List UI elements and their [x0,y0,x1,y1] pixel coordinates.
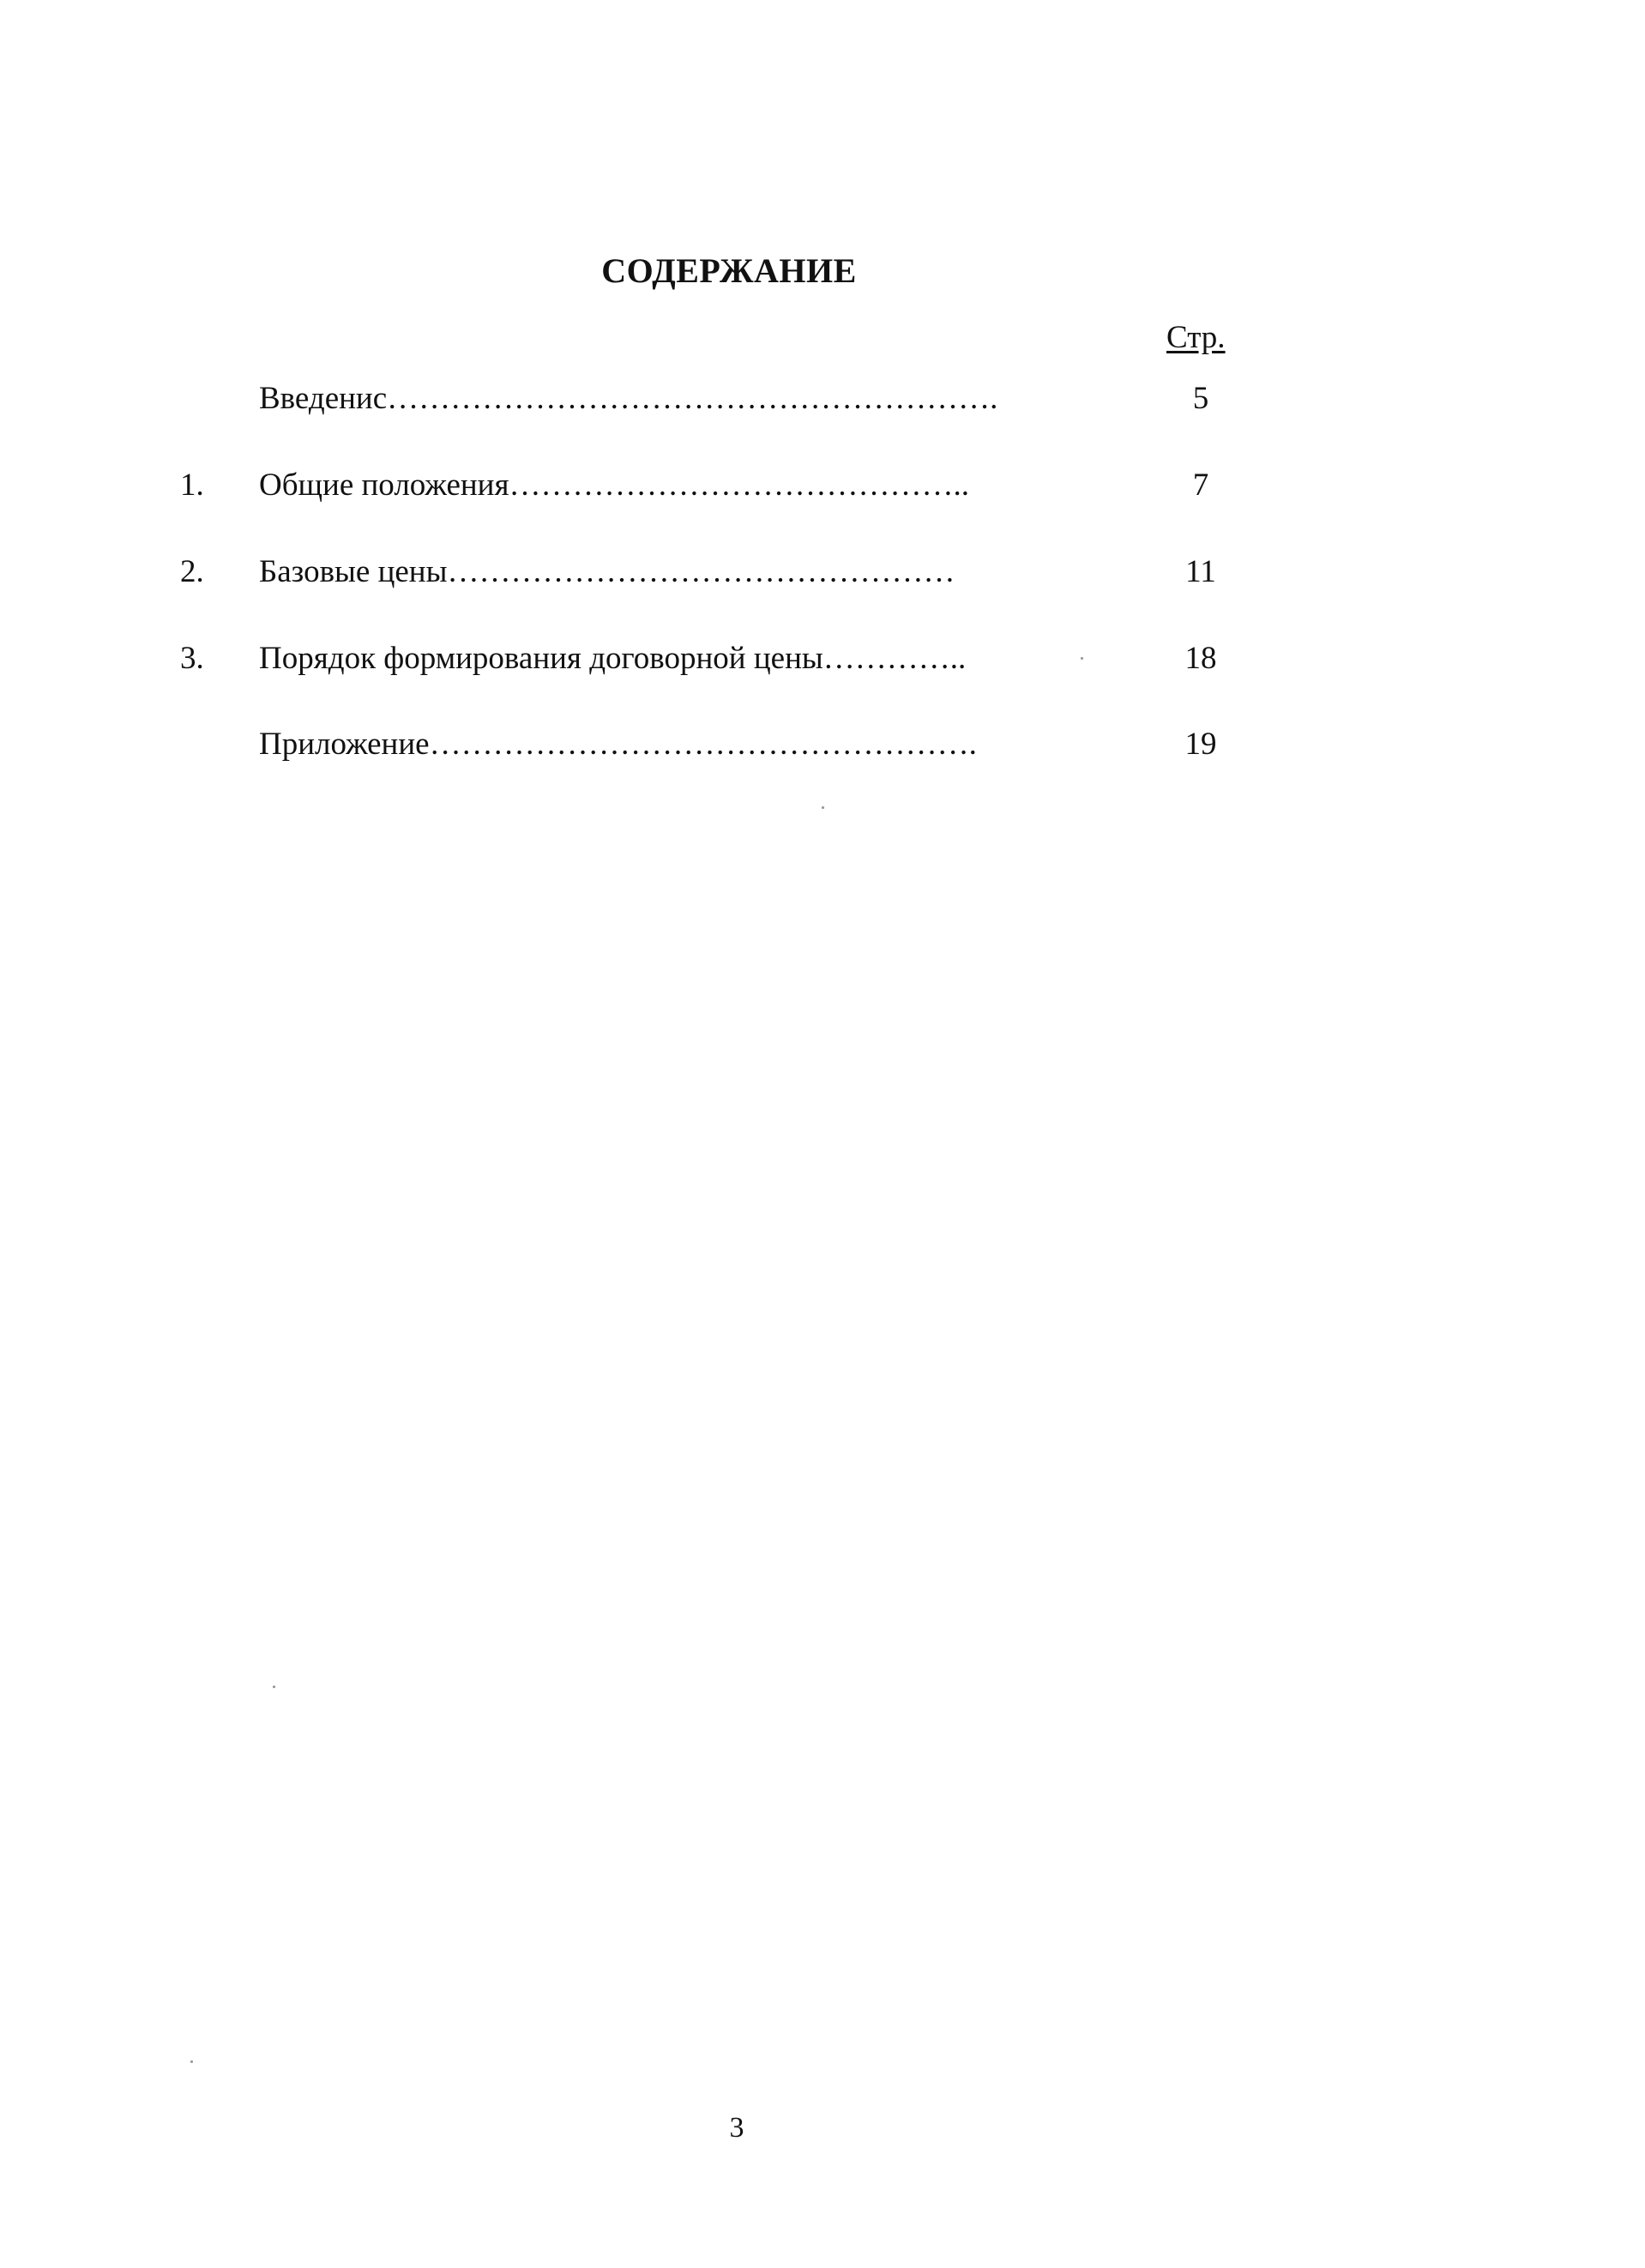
toc-entry-page: 18 [1184,641,1217,676]
toc-entry-title: Общие положения…………………………………….. [259,467,969,503]
scan-speck [822,806,824,809]
toc-entry-number: 2. [180,554,204,589]
toc-entry-page: 5 [1192,381,1209,416]
toc-entry [0,723,1645,766]
page-column-header: Стр. [1166,320,1226,355]
scan-speck [1081,657,1083,660]
toc-entry [0,464,1645,507]
scan-speck [273,1686,275,1688]
toc-entry-number: 1. [180,467,204,503]
toc-entry-page: 11 [1185,554,1216,589]
toc-entry-title: Введенис…………………………………………………. [259,381,998,416]
toc-entry [0,637,1645,680]
toc-entry [0,377,1645,420]
toc-entry-page: 19 [1184,727,1217,762]
toc-entry [0,551,1645,594]
toc-entry-title: Приложение……………………………………………. [259,727,977,762]
scan-speck [190,2060,193,2063]
page-number: 3 [729,2112,744,2144]
toc-entry-number: 3. [180,641,204,676]
toc-entry-page: 7 [1192,467,1209,503]
page-title: СОДЕРЖАНИЕ [601,251,857,290]
toc-entry-title: Порядок формирования договорной цены………….. [259,641,967,676]
toc-entry-title: Базовые цены………………………………………… [259,554,955,589]
